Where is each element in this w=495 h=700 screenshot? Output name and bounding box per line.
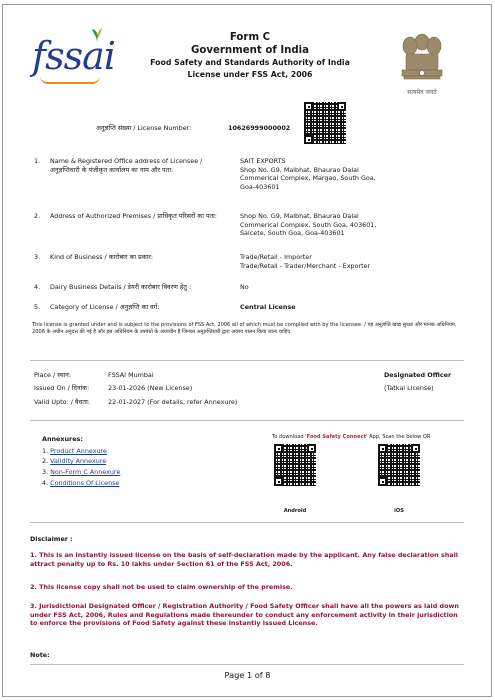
- non-form-c-annexure-link[interactable]: Non-Form C Annexure: [50, 468, 121, 476]
- disclaimer-text: Jurisdictional Designated Officer / Registration Authority / Food Safety Officer shall have all the powers as laid down under FSS Act, 2006, Rules and Regulations made thereunder to conduct any enforcement activity in their jurisdiction to enforce the provisions of Food Safety against these instantly issued License.: [30, 602, 459, 628]
- android-label: Android: [283, 508, 307, 514]
- divider: [30, 664, 464, 665]
- download-note: [272, 434, 472, 441]
- page-number: Page 1 of 8: [224, 670, 271, 680]
- download-prefix: To download ': [272, 434, 307, 440]
- row-4-number: 4.: [34, 283, 41, 291]
- issued-value: 23-01-2026 (New License): [108, 384, 193, 392]
- license-number: 10626999000002: [228, 124, 291, 132]
- annexures-title: Annexures:: [42, 435, 83, 443]
- ios-label: iOS: [394, 508, 404, 514]
- authority-title: Food Safety and Standards Authority of India: [150, 58, 350, 67]
- row-4-label: Dairy Business Details / डेयरी कारोबार विवरण हेतु :: [50, 283, 192, 291]
- disclaimer-item-2: 2. This license copy shall not be used to claim ownership of the premise.: [30, 583, 293, 591]
- download-suffix: ' App, Scan the below QR: [366, 434, 431, 440]
- product-annexure-link[interactable]: Product Annexure: [50, 447, 107, 455]
- page-border: [2, 4, 492, 697]
- fssai-logo: [32, 26, 115, 94]
- place-label: Place / स्थान:: [34, 371, 72, 379]
- disclaimer-item-3: 3. Jurisdictional Designated Officer / Registration Authority / Food Safety Officer shall have all the powers as laid down under FSS Act, 2006, Rules and Regulations made thereunder to conduct any enforcement activity in their jurisdiction to enforce the provisions of Food Safety against these instantly issued License.: [30, 602, 459, 628]
- divider: [30, 420, 464, 421]
- android-qr-code[interactable]: [274, 444, 316, 486]
- value-line: Trade/Retail - Trader/Merchant - Exporter: [240, 261, 371, 270]
- emblem-icon: [394, 28, 450, 88]
- row-2-number: 2.: [34, 212, 41, 220]
- divider: [30, 522, 464, 523]
- value-line: Shop No. G9, Malbhat, Bhaurao Dalal: [240, 212, 359, 220]
- license-terms: This license is granted under and is subject to the provisions of FSS Act, 2006 all of which must be complied with by the licensee. / यह अनुज्ञप्ति खाद्य सुरक्षा और मानक अधिनियम, 2006 के अधीन अनुदत्त की गई है और इस अधिनियम के उपबंधों के अध्यधीन है जिनका अनुज्ञप्तिधारी द्वारा अवश्य पालन किया जाना चाहिए.: [32, 322, 457, 335]
- disclaimer-title: Disclaimer :: [30, 535, 73, 543]
- license-number-label: अनुज्ञप्ति संख्या / License Number:: [96, 124, 192, 132]
- ios-qr-code[interactable]: [378, 444, 420, 486]
- annexure-item: 4. Conditions Of License: [42, 479, 120, 487]
- value-line: Commerical Complex, Margao, South Goa,: [240, 174, 376, 183]
- annexure-item: 2. Validity Annexure: [42, 457, 107, 465]
- disclaimer-text: This license copy shall not be used to claim ownership of the premise.: [39, 583, 293, 591]
- row-2-value: [240, 212, 460, 238]
- annexure-item: 3. Non-Form C Annexure: [42, 468, 121, 476]
- issued-label: Issued On / दिनांक:: [34, 384, 90, 392]
- national-emblem: [394, 28, 450, 98]
- value-line: Trade/Retail - Importer: [240, 253, 312, 261]
- note-title: Note:: [30, 651, 50, 659]
- value-line: Central License: [240, 303, 296, 311]
- valid-value: 22-01-2027 (For details, refer Annexure): [108, 398, 238, 406]
- app-name: Food Safety Connect: [306, 434, 367, 440]
- value-line: Commerical Complex, South Goa, 403601,: [240, 220, 377, 229]
- designated-officer: Designated Officer: [384, 371, 452, 379]
- tatkal-license: (Tatkal License): [384, 384, 434, 392]
- row-4-value: [240, 283, 460, 292]
- government-title: Government of India: [190, 45, 310, 56]
- value-line: SAIT EXPORTS: [240, 157, 286, 165]
- annexure-item: 1. Product Annexure: [42, 447, 107, 455]
- validity-annexure-link[interactable]: Validity Annexure: [50, 457, 107, 465]
- value-line: Salcete, South Goa, Goa-403601: [240, 229, 345, 238]
- form-title: Form C: [229, 32, 271, 43]
- license-qr-code: [304, 102, 346, 144]
- row-3-label: Kind of Business / कारोबार का प्रकार:: [50, 253, 154, 261]
- value-line: No: [240, 283, 249, 291]
- row-3-value: [240, 253, 460, 270]
- place-value: FSSAI Mumbai: [108, 371, 154, 379]
- row-5-value: [240, 303, 460, 312]
- logo-swoosh: [40, 76, 100, 84]
- act-title: License under FSS Act, 2006: [187, 70, 313, 79]
- value-line: Shop No. G9, Malbhat, Bhaurao Dalal: [240, 165, 359, 174]
- disclaimer-item-1: 1. This is an instantly issued license on the basis of self-declaration made by the applicant. Any false declaration shall attract penalty up to Rs. 10 lakhs under Section 61 of the FSS Act, 2006.: [30, 551, 458, 568]
- row-5-number: 5.: [34, 303, 41, 311]
- row-5-label: Category of License / अनुज्ञप्ति का वर्ग:: [50, 303, 160, 311]
- row-3-number: 3.: [34, 253, 41, 261]
- row-1-label: Name & Registered Office address of Licensee / अनुज्ञप्तिधारी के पंजीकृत कार्यालय का नाम और पता:: [50, 157, 203, 174]
- logo-text: fssai: [32, 34, 115, 78]
- emblem-motto: सत्यमेव जयते: [407, 89, 437, 96]
- divider: [30, 360, 464, 361]
- disclaimer-text: This is an instantly issued license on the basis of self-declaration made by the applicant. Any false declaration shall attract penalty up to Rs. 10 lakhs under Section 61 of the FSS Act, 2006.: [30, 551, 458, 568]
- row-2-label: Address of Authorized Premises / प्राधिकृत परिसरों का पता:: [50, 212, 217, 220]
- leaf-icon: [91, 26, 103, 42]
- value-line: Goa-403601: [240, 182, 280, 191]
- conditions-of-license-link[interactable]: Conditions Of License: [50, 479, 120, 487]
- row-1-value: [240, 157, 460, 191]
- valid-label: Valid Upto: / वैधता:: [34, 398, 90, 406]
- row-1-number: 1.: [34, 157, 41, 165]
